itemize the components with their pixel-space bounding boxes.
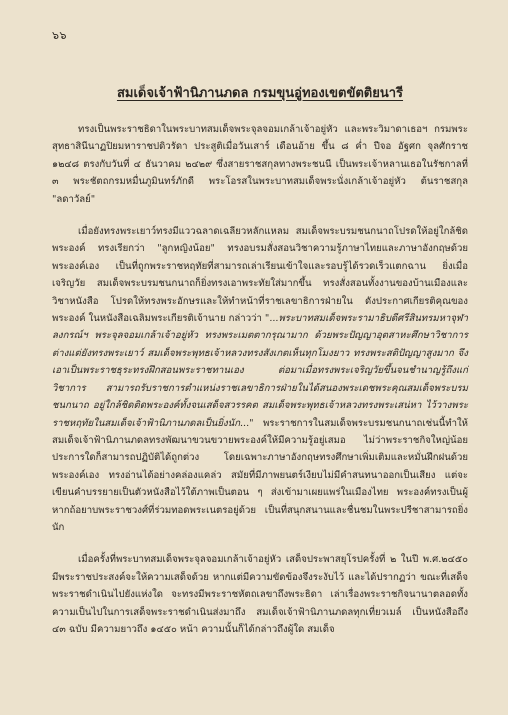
paragraph-1: ทรงเป็นพระราชธิดาในพระบาทสมเด็จพระจุลจอมเกล้าเจ้าอยู่หัว และพระวิมาดาเธอฯ กรมพระสุทธาสินีนาฏปิยมหาราชปดิวรัดา ประสูติเมื่อวันเสาร์ เดือนอ้าย ขึ้น ๘ ค่ำ ปีจอ อัฐศก จุลศักราช ๑๒๔๘ ตรงกับวันที่ ๔ ธันวาคม ๒๔๒๙ ซึ่งสายราชสกุลทางพระชนนี เป็นพระเจ้าหลานเธอในรัชกาลที่ ๓ พระชัตถกรมหมื่นภูมินทร์ภักดี พระโอรสในพระบาทสมเด็จพระนั่งเกล้าเจ้าอยู่หัว ต้นราชสกุล "ลดาวัลย์" — [52, 124, 468, 205]
page-number: ๖๖ — [52, 29, 67, 42]
paragraph-2-intro: เมื่อยังทรงพระเยาว์ทรงมีแววฉลาดเฉลียวหลักแหลม สมเด็จพระบรมชนกนาถโปรดให้อยู่ใกล้ชิดพระองค์ ทรงเรียกว่า "ลูกหญิงน้อย" ทรงอบรมสั่งสอนวิชาความรู้ภาษาไทยและภาษาอังกฤษด้วยพระองค์เอง เป็นที่ถูกพระราชหฤทัยที่สามารถเล่าเรียนเข้าใจและรอบรู้ได้รวดเร็วแตกฉาน ยิ่งเมื่อเจริญวัย สมเด็จพระบรมชนกนาถก็ยิ่งทรงเอาพระทัยใส่มากขึ้น ทรงสั่งสอนทั้งงานของบ้านเมืองและวิชาหนังสือ โปรดให้ทรงพระอักษรและให้ทำหน้าที่ราชเลขาธิการฝ่ายใน ดังประกาศเกียรติคุณของพระองค์ ในหนังสือเฉลิมพระเกียรติเจ้านาย กล่าวว่า — [52, 226, 468, 325]
paragraph-2 — [52, 223, 468, 536]
paragraph-2-quote: "...พระบาทสมเด็จพระรามาธิบดีศรีสินทรมหาจุฬาลงกรณ์ฯ พระจุลจอมเกล้าเจ้าอยู่หัว ทรงพระเมตตากรุณามาก ด้วยพระปัญญาอุตสาหะศึกษาวิชาการต่างแต่ยังทรงพระเยาว์ สมเด็จพระพุทธเจ้าหลวงทรงสังเกตเห็นทุกโมงยาว ทรงพระสติปัญญาสูงมาก จึงเอาเป็นพระราชธุระทรงฝึกสอนพระราชทานเอง ต่อมาเมื่อทรงพระเจริญวัยขึ้นจนชำนาญรู้ถึงแก่วิชาการ สามารถรับราชการตำแหน่งราชเลขาธิการฝ่ายในได้สนองพระเดชพระคุณสมเด็จพระบรมชนกนาถ อยู่ใกล้ชิดติดพระองค์ทั้งจนเสด็จสวรรคต สมเด็จพระพุทธเจ้าหลวงทรงพระเสน่หา ไว้วางพระราชหฤทัยในสมเด็จเจ้าฟ้านิภานภดลเป็นยิ่งนัก..." — [52, 313, 469, 429]
paragraph-2-rest: พระราชการในสมเด็จพระบรมชนกนาถเช่นนี้ทำให้สมเด็จเจ้าฟ้านิภานภดลทรงพัฒนาขวนขวายพระองค์ให้มีความรู้อยู่เสมอ ไม่ว่าพระราชกิจใหญ่น้อยประการใดก็สามารถปฏิบัติได้ถูกต่วง โดยเฉพาะภาษาอังกฤษทรงศึกษาเพิ่มเติมและหมั่นฝึกฝนด้วยพระองค์เอง ทรงอ่านได้อย่างคล่องแคล่ว สมัยที่มีภาพยนตร์เงียบไม่มีคำสนทนาออกเป็นเสียง แต่จะเขียนคำบรรยายเป็นตัวหนังสือไว้ใต้ภาพเป็นตอน ๆ ส่งเข้ามาเผยแพร่ในเมืองไทย พระองค์ทรงเป็นผู้หากถ้อยาบพระราชวงศ์ที่ร่วมทอดพระเนตรอยู่ด้วย เป็นที่สนุกสนานและชื่นชมในพระปรีชาสามารถยิ่งนัก — [52, 417, 468, 533]
document-title: สมเด็จเจ้าฟ้านิภานภดล กรมขุนอู่ทองเขตขัตติยนารี — [116, 86, 404, 101]
paragraph-3: เมื่อครั้งที่พระบาทสมเด็จพระจุลจอมเกล้าเจ้าอยู่หัว เสด็จประพาสยุโรปครั้งที่ ๒ ในปี พ.ศ.๒๔๕๐ มีพระราชประสงค์จะให้ความเสด็จด้วย หากแต่มีความขัดข้องจึงระงับไว้ และได้ปรากฏว่า ขณะที่เสด็จพระราชดำเนินไปยังแห่งใด จะทรงมีพระราชหัตถเลขาถึงพระธิดา เล่าเรื่องพระราชกิจนานาตลอดทั้งความเป็นไปในการเสด็จพระราชดำเนินส่งมาถึง สมเด็จเจ้าฟ้านิภานภดลทุกเที่ยวเมล์ เป็นหนังสือถึง ๔๓ ฉบับ มีความยาวถึง ๑๔๕๐ หน้า ความนั้นก็ได้กล่าวถึงผู้ใด สมเด็จ — [52, 554, 468, 635]
